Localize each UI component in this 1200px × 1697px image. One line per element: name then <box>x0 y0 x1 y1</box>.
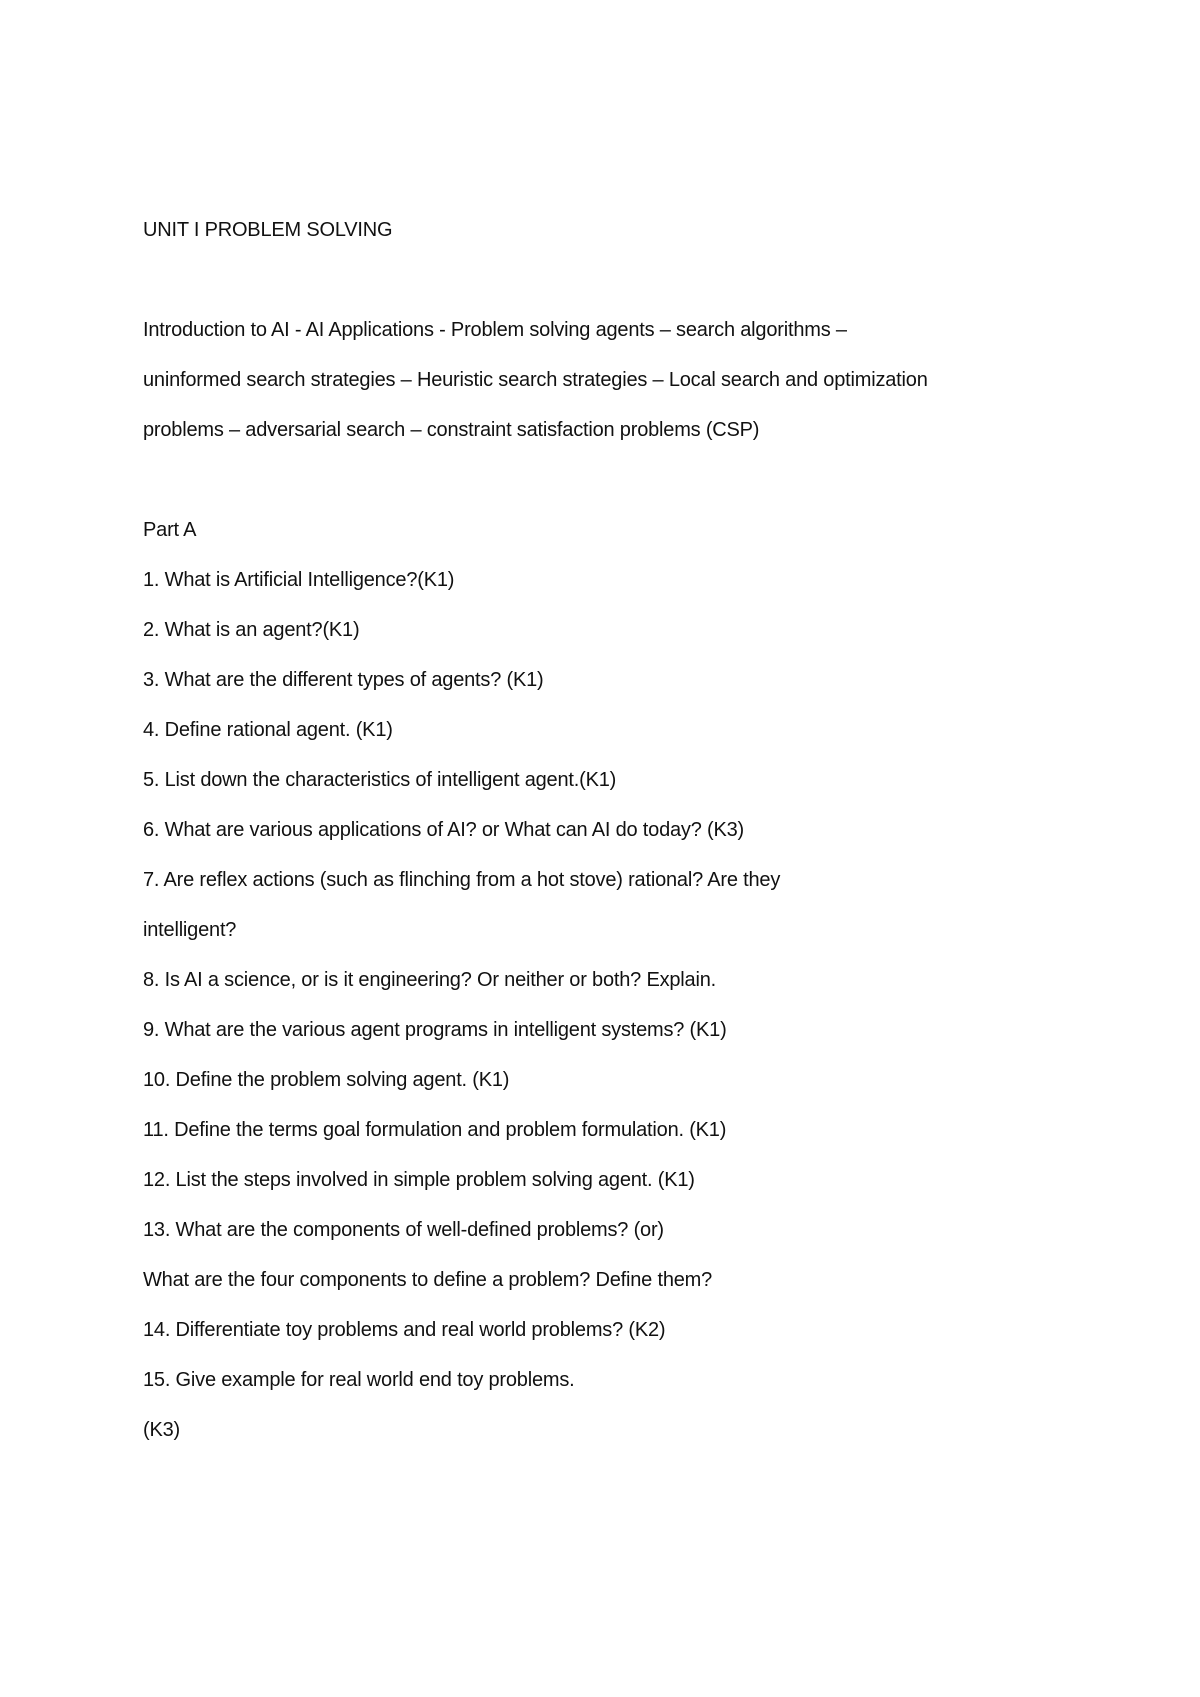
syllabus-line: problems – adversarial search – constraint satisfaction problems (CSP) <box>143 419 760 441</box>
question-line: 4. Define rational agent. (K1) <box>143 719 393 741</box>
question-line: 5. List down the characteristics of intelligent agent.(K1) <box>143 769 617 791</box>
question-line: 11. Define the terms goal formulation and problem formulation. (K1) <box>143 1119 727 1141</box>
question-line: 8. Is AI a science, or is it engineering? Or neither or both? Explain. <box>143 969 716 991</box>
question-line: 14. Differentiate toy problems and real world problems? (K2) <box>143 1319 666 1341</box>
question-line: 6. What are various applications of AI? or What can AI do today? (K3) <box>143 819 744 841</box>
question-line: 15. Give example for real world end toy problems. <box>143 1369 575 1391</box>
syllabus-line: uninformed search strategies – Heuristic search strategies – Local search and optimization <box>143 369 928 391</box>
question-line: 12. List the steps involved in simple problem solving agent. (K1) <box>143 1169 695 1191</box>
question-line: intelligent? <box>143 919 237 941</box>
unit-title: UNIT I PROBLEM SOLVING <box>143 219 393 241</box>
question-line: What are the four components to define a problem? Define them? <box>143 1269 713 1291</box>
question-line: 2. What is an agent?(K1) <box>143 619 360 641</box>
question-line: (K3) <box>143 1419 180 1441</box>
question-line: 9. What are the various agent programs in intelligent systems? (K1) <box>143 1019 727 1041</box>
question-line: 1. What is Artificial Intelligence?(K1) <box>143 569 455 591</box>
syllabus-line: Introduction to AI - AI Applications - Problem solving agents – search algorithms – <box>143 319 847 341</box>
question-line: 3. What are the different types of agents? (K1) <box>143 669 544 691</box>
question-line: 13. What are the components of well-defined problems? (or) <box>143 1219 664 1241</box>
question-line: 10. Define the problem solving agent. (K1) <box>143 1069 510 1091</box>
question-line: 7. Are reflex actions (such as flinching from a hot stove) rational? Are they <box>143 869 781 891</box>
part-heading: Part A <box>143 519 197 541</box>
